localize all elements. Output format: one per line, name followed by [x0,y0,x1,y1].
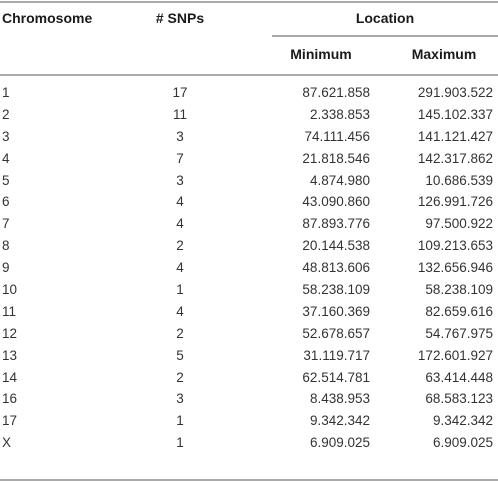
table-bottom-rule [0,479,498,481]
cell-maximum: 109.213.653 [417,238,493,254]
cell-minimum: 31.119.717 [303,347,370,363]
cell-minimum: 4.874.980 [309,172,370,188]
cell-chromosome: 9 [2,260,10,276]
cell-minimum: 6.909.025 [309,435,370,451]
cell-minimum: 37.160.369 [302,303,370,319]
cell-minimum: 74.111.456 [304,128,370,144]
cell-minimum: 87.621.858 [302,85,370,100]
cell-snps: 1 [176,413,184,429]
header-maximum: Maximum [411,46,477,62]
cell-snps: 2 [176,238,184,254]
cell-chromosome: 14 [2,369,18,385]
cell-maximum: 132.656.946 [417,260,493,276]
header-snps: # SNPs [155,10,205,26]
cell-maximum: 291.903.522 [417,85,493,100]
cell-snps: 17 [172,85,188,100]
table-row [0,390,498,412]
table-top-rule [0,1,498,3]
cell-minimum: 58.238.109 [302,282,370,298]
cell-snps: 5 [176,347,184,363]
cell-minimum: 8.438.953 [309,391,370,407]
table-row [0,193,498,215]
table-row [0,237,498,259]
table-row [0,150,498,172]
cell-minimum: 52.678.657 [302,325,370,341]
cell-snps: 1 [176,435,184,451]
cell-chromosome: 1 [2,85,10,100]
cell-maximum: 126.991.726 [417,194,493,210]
cell-minimum: 43.090.860 [302,194,370,210]
cell-minimum: 62.514.781 [302,369,370,385]
header-bottom-rule [0,74,498,76]
cell-chromosome: 7 [2,216,10,232]
table-row [0,128,498,150]
cell-chromosome: 13 [2,347,18,363]
cell-minimum: 20.144.538 [302,238,370,254]
cell-snps: 4 [176,260,184,276]
cell-minimum: 87.893.776 [302,216,370,232]
cell-maximum: 10.686.539 [425,172,493,188]
cell-minimum: 21.818.546 [302,150,370,166]
table-row [0,325,498,347]
cell-maximum: 63.414.448 [425,369,493,385]
table-row [0,172,498,194]
header-minimum: Minimum [290,46,352,62]
table-row [0,106,498,128]
cell-chromosome: 4 [2,150,10,166]
cell-maximum: 6.909.025 [432,435,493,451]
cell-maximum: 142.317.862 [417,150,493,166]
cell-chromosome: 3 [2,128,10,144]
cell-chromosome: 6 [2,194,10,210]
cell-snps: 3 [176,128,184,144]
cell-snps: 4 [176,216,184,232]
cell-minimum: 48.813.606 [302,260,370,276]
cell-snps: 3 [176,391,184,407]
table-row [0,412,498,434]
cell-snps: 3 [176,172,184,188]
table-row [0,434,498,456]
cell-maximum: 141.121.427 [417,128,493,144]
table-body [0,84,498,456]
cell-snps: 4 [176,194,184,210]
cell-snps: 7 [176,150,184,166]
cell-maximum: 54.767.975 [425,325,493,341]
table-row [0,347,498,369]
cell-chromosome: 12 [2,325,18,341]
location-group-rule [272,35,498,37]
cell-minimum: 9.342.342 [309,413,370,429]
cell-chromosome: 16 [2,391,18,407]
cell-snps: 11 [172,106,187,122]
cell-chromosome: 11 [2,303,17,319]
table-row [0,84,498,106]
cell-maximum: 58.238.109 [425,282,493,298]
table-row [0,259,498,281]
table-row [0,303,498,325]
cell-minimum: 2.338.853 [309,106,370,122]
cell-chromosome: 10 [2,282,18,298]
cell-chromosome: 2 [2,106,10,122]
header-location: Location [355,10,415,26]
cell-snps: 4 [176,303,184,319]
cell-chromosome: 8 [2,238,10,254]
cell-snps: 2 [176,325,184,341]
cell-chromosome: 5 [2,172,10,188]
cell-maximum: 172.601.927 [417,347,493,363]
table-row [0,215,498,237]
table-row [0,369,498,391]
cell-maximum: 97.500.922 [425,216,493,232]
cell-chromosome: X [2,435,12,451]
cell-maximum: 9.342.342 [432,413,493,429]
cell-snps: 1 [176,282,184,298]
header-chromosome: Chromosome [2,10,93,26]
cell-maximum: 145.102.337 [417,106,493,122]
cell-maximum: 82.659.616 [425,303,493,319]
cell-snps: 2 [176,369,184,385]
cell-chromosome: 17 [2,413,18,429]
cell-maximum: 68.583.123 [425,391,493,407]
table-row [0,281,498,303]
